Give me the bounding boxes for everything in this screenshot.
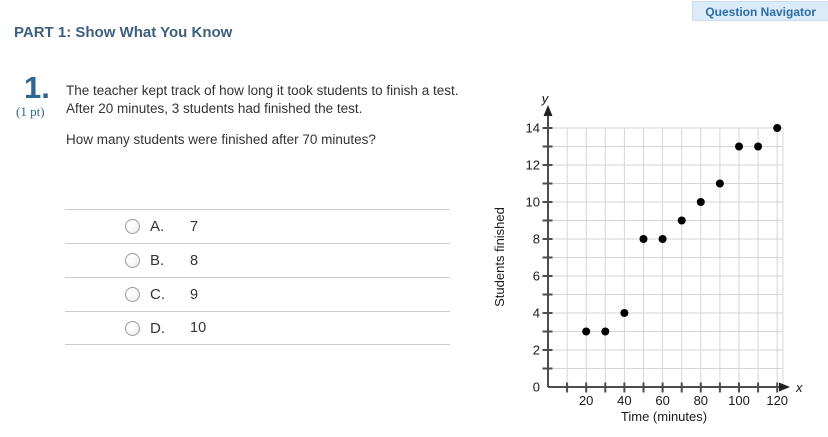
x-tick-label: 60 <box>655 393 670 408</box>
y-tick-label: 4 <box>532 305 540 321</box>
choice-row-c[interactable] <box>65 277 450 311</box>
choice-row-a[interactable] <box>65 209 450 243</box>
data-point <box>601 328 609 336</box>
y-tick-label: 14 <box>525 120 540 136</box>
chart-gridlines <box>548 128 783 387</box>
data-point <box>754 143 762 151</box>
radio-button[interactable] <box>125 219 140 234</box>
x-tick-label: 120 <box>766 393 789 408</box>
choice-letter: A. <box>150 218 165 235</box>
chart-ticks <box>543 128 778 393</box>
data-point <box>716 180 724 188</box>
x-tick-label: 40 <box>617 393 632 408</box>
y-tick-label: 0 <box>532 379 540 395</box>
question-text <box>66 82 462 149</box>
y-tick-label: 6 <box>532 268 540 284</box>
chart-axes <box>544 105 791 392</box>
scatter-plot <box>490 85 828 437</box>
y-tick-label: 2 <box>532 342 540 358</box>
data-point <box>582 328 590 336</box>
data-point <box>659 235 667 243</box>
data-point <box>620 309 628 317</box>
x-axis-title: Time (minutes) <box>620 409 708 424</box>
choice-value: 10 <box>190 320 207 336</box>
x-tick-label: 80 <box>693 393 709 408</box>
data-point <box>773 124 781 132</box>
y-axis-arrow <box>544 105 553 116</box>
question-points: (1 pt) <box>16 104 45 119</box>
question-subprompt: How many students were finished after 70 minutes? <box>66 132 376 147</box>
question-prompt: The teacher kept track of how long it took students to finish a test. After 20 minutes, 3 students had finished the test. <box>66 83 459 116</box>
data-point <box>678 217 686 225</box>
page-title: PART 1: Show What You Know <box>14 24 233 41</box>
y-tick-label: 12 <box>525 157 540 173</box>
choice-row-d[interactable] <box>65 311 450 345</box>
data-point <box>735 143 743 151</box>
y-tick-label: 8 <box>532 231 540 247</box>
x-tick-label: 20 <box>578 393 594 408</box>
answer-choices <box>65 209 450 345</box>
choice-letter: D. <box>150 319 165 337</box>
radio-button[interactable] <box>125 253 140 268</box>
radio-button[interactable] <box>125 321 140 336</box>
question-navigator-button[interactable]: Question Navigator <box>692 1 828 21</box>
question-number: 1. <box>24 70 50 105</box>
choice-value: 7 <box>190 218 199 235</box>
choice-value: 8 <box>190 252 199 269</box>
y-tick-label: 10 <box>525 194 540 210</box>
data-point <box>640 235 648 243</box>
choice-letter: B. <box>150 252 165 269</box>
chart-tick-labels <box>526 121 789 409</box>
choice-letter: C. <box>150 286 165 303</box>
y-axis-title: Students finished <box>492 207 507 307</box>
y-axis-letter: y <box>541 91 549 106</box>
x-axis-letter: x <box>796 380 803 395</box>
x-axis-arrow <box>779 383 790 392</box>
x-tick-label: 100 <box>728 393 750 408</box>
choice-value: 9 <box>190 286 199 303</box>
data-point <box>697 198 705 206</box>
choice-row-b[interactable] <box>65 243 450 277</box>
radio-button[interactable] <box>125 287 140 302</box>
